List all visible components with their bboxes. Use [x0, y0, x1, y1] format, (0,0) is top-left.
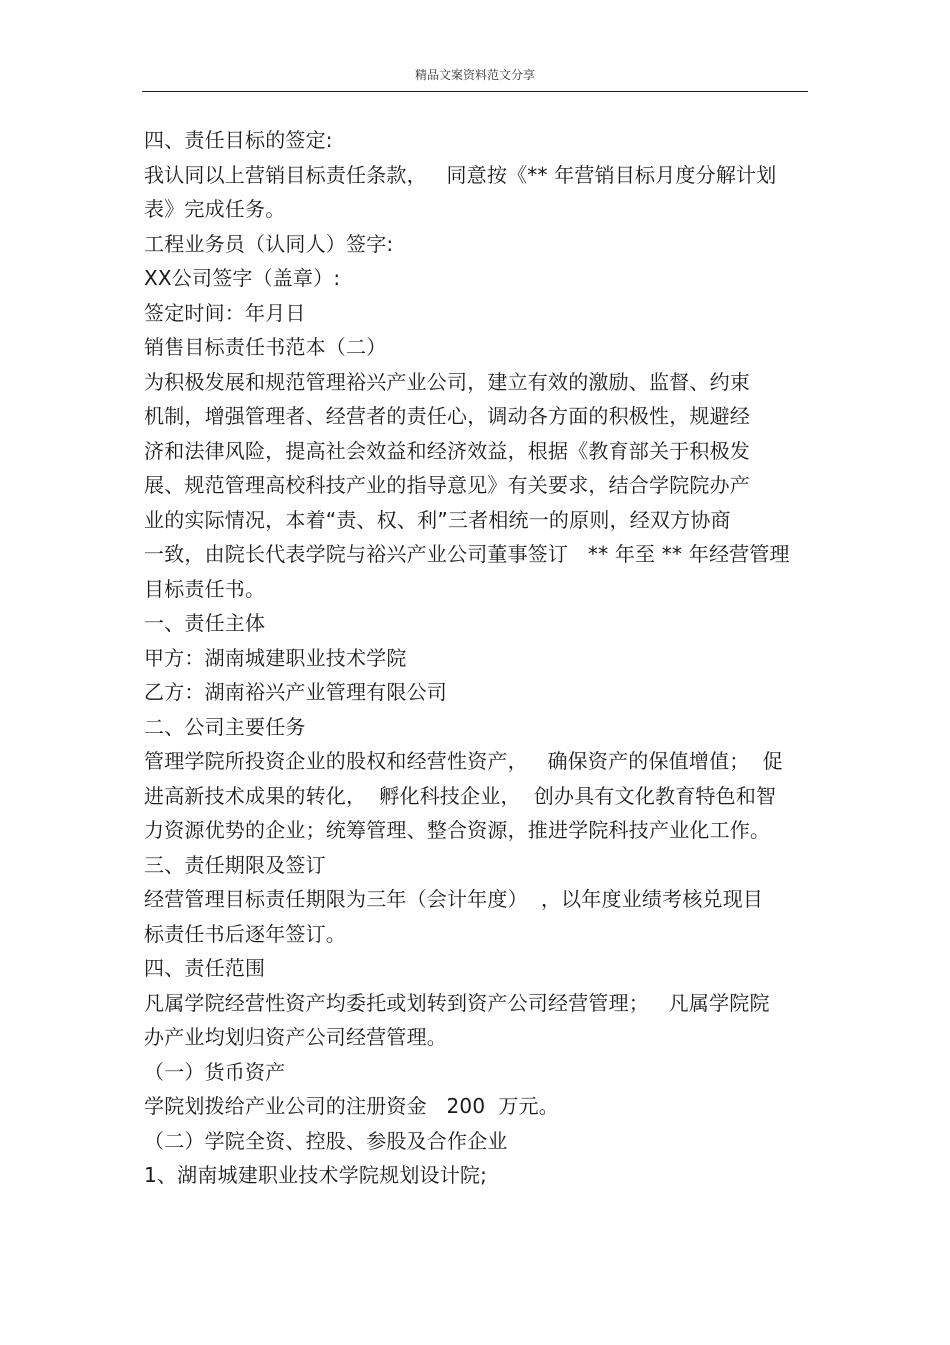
party-line: 甲方：湖南城建职业技术学院	[144, 645, 407, 670]
section-heading: 一、责任主体	[144, 611, 266, 635]
paragraph-line: 力资源优势的企业；统筹管理、整合资源，推进学院科技产业化工作。	[144, 818, 771, 842]
document-body	[144, 123, 810, 1193]
paragraph-line: 机制，增强管理者、经营者的责任心，调动各方面的积极性，规避经	[144, 404, 750, 428]
section-heading: 四、责任范围	[144, 956, 266, 980]
party-line: 乙方：湖南裕兴产业管理有限公司	[144, 680, 447, 704]
paragraph-line: 一致，由院长代表学院与裕兴产业公司董事签订 ** 年至 ** 年经营管理	[144, 542, 790, 566]
header-divider	[142, 91, 808, 92]
subsection-heading: （一）货币资产	[144, 1059, 286, 1084]
subsection-heading: （二）学院全资、控股、参股及合作企业	[144, 1128, 508, 1153]
paragraph-line: 展、规范管理高校科技产业的指导意见》有关要求，结合学院院办产	[144, 473, 750, 497]
list-item: 1、湖南城建职业技术学院规划设计院;	[144, 1163, 488, 1187]
signature-line: XX公司签字（盖章）:	[144, 266, 341, 290]
paragraph-line: 目标责任书。	[144, 576, 266, 601]
paragraph-line: 管理学院所投资企业的股权和经营性资产， 确保资产的保值增值； 促	[144, 749, 783, 773]
date-line: 签定时间：年月日	[144, 300, 306, 325]
paragraph-line: 表》完成任务。	[144, 197, 286, 221]
paragraph-line: 凡属学院经营性资产均委托或划转到资产公司经营管理； 凡属学院院	[144, 990, 770, 1015]
paragraph-line: 我认同以上营销目标责任条款， 同意按《** 年营销目标月度分解计划	[144, 162, 777, 187]
paragraph-line: 业的实际情况，本着“责、权、利”三者相统一的原则，经双方协商	[144, 507, 731, 532]
paragraph-line: 经营管理目标责任期限为三年（会计年度） ，以年度业绩考核兑现目	[144, 887, 764, 911]
paragraph-line: 标责任书后逐年签订。	[144, 921, 346, 946]
paragraph-line: 为积极发展和规范管理裕兴产业公司，建立有效的激励、监督、约束	[144, 369, 750, 394]
paragraph-line: 进高新技术成果的转化， 孵化科技企业， 创办具有文化教育特色和智	[144, 783, 777, 808]
section-heading: 三、责任期限及签订	[144, 852, 326, 877]
paragraph-line: 学院划拨给产业公司的注册资金 200 万元。	[144, 1094, 559, 1118]
signature-line: 工程业务员（认同人）签字:	[144, 231, 394, 256]
section-heading: 四、责任目标的签定:	[144, 128, 333, 152]
document-title: 销售目标责任书范本（二）	[144, 335, 387, 359]
page-header-title: 精品文案资料范文分享	[414, 68, 535, 82]
paragraph-line: 济和法律风险，提高社会效益和经济效益，根据《教育部关于积极发	[144, 438, 750, 463]
section-heading: 二、公司主要任务	[144, 714, 306, 739]
paragraph-line: 办产业均划归资产公司经营管理。	[144, 1025, 447, 1049]
